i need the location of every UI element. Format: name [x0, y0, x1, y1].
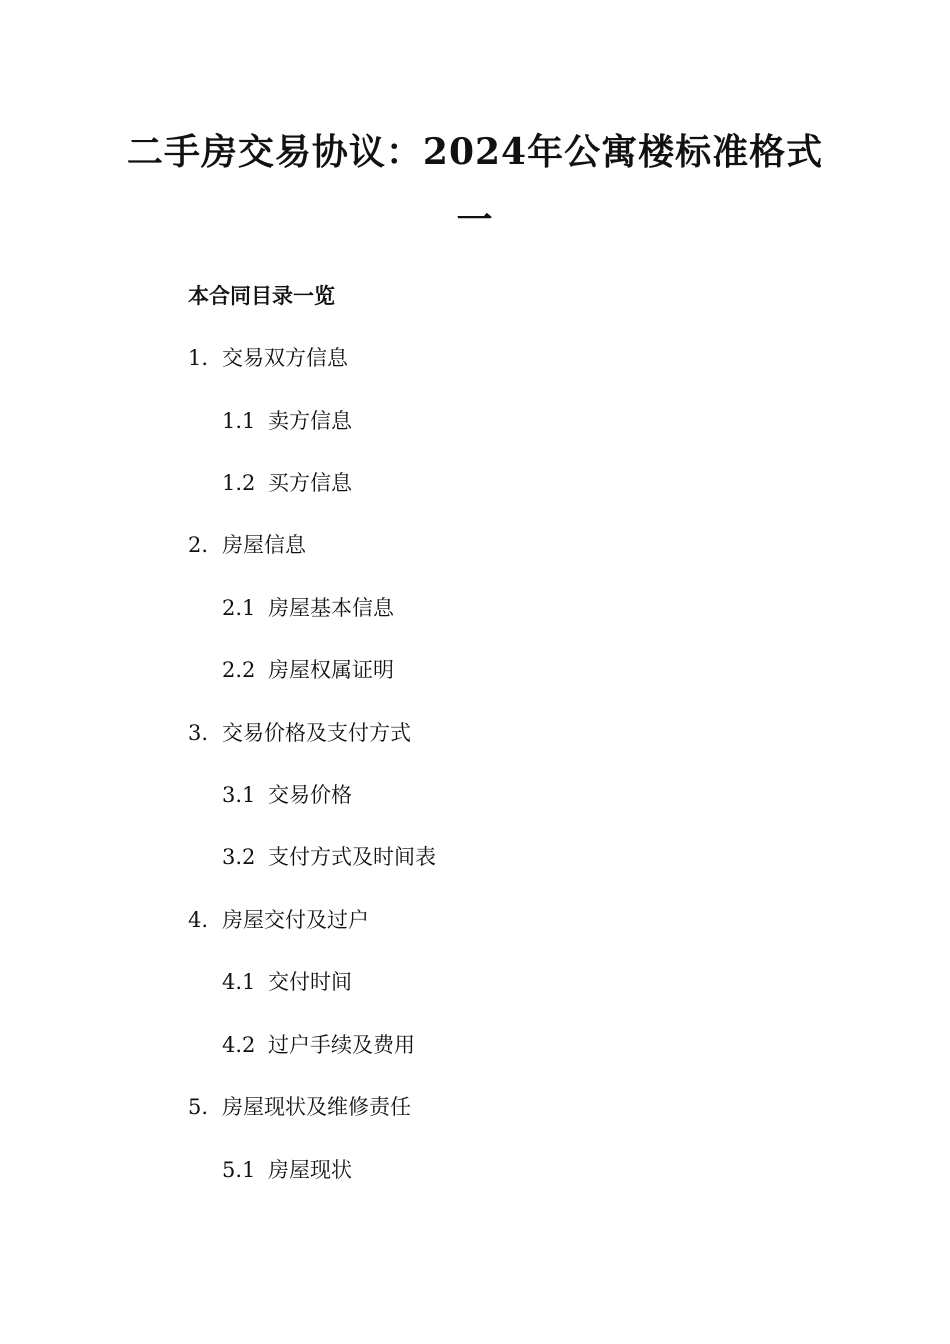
toc-text: 卖方信息: [268, 409, 352, 433]
toc-text: 交付时间: [268, 970, 352, 994]
toc-number: 1.: [188, 346, 209, 370]
toc-section-4: [188, 906, 369, 934]
toc-text: 交易双方信息: [222, 346, 348, 370]
toc-number: 2.2: [222, 658, 256, 682]
toc-text: 交易价格及支付方式: [222, 721, 411, 745]
toc-subsection-2-2: [222, 656, 394, 684]
toc-subsection-1-1: [222, 407, 352, 435]
toc-number: 4.2: [222, 1033, 256, 1057]
toc-text: 过户手续及费用: [268, 1033, 415, 1057]
toc-section-5: [188, 1093, 411, 1121]
toc-subsection-5-1: [222, 1156, 352, 1184]
toc-text: 房屋基本信息: [268, 596, 394, 620]
toc-subsection-3-1: [222, 781, 352, 809]
toc-number: 3.2: [222, 845, 256, 869]
document-title: 二手房交易协议：2024年公寓楼标准格式: [126, 131, 824, 173]
toc-number: 2.: [188, 533, 209, 557]
toc-text: 房屋现状及维修责任: [222, 1095, 411, 1119]
toc-number: 5.1: [222, 1158, 256, 1182]
toc-number: 4.: [188, 908, 209, 932]
toc-number: 2.1: [222, 596, 256, 620]
toc-subsection-4-2: [222, 1031, 415, 1059]
toc-text: 房屋现状: [268, 1158, 352, 1182]
toc-subsection-1-2: [222, 469, 352, 497]
toc-number: 4.1: [222, 970, 256, 994]
toc-number: 3.: [188, 721, 209, 745]
toc-section-2: [188, 531, 306, 559]
toc-text: 房屋信息: [222, 533, 306, 557]
document-title-continuation: 一: [456, 199, 494, 241]
toc-subsection-4-1: [222, 968, 352, 996]
toc-heading: 本合同目录一览: [188, 283, 335, 308]
toc-subsection-3-2: [222, 843, 436, 871]
toc-text: 房屋权属证明: [268, 658, 394, 682]
toc-text: 交易价格: [268, 783, 352, 807]
toc-section-1: [188, 344, 348, 372]
toc-number: 1.2: [222, 471, 256, 495]
toc-text: 买方信息: [268, 471, 352, 495]
toc-text: 支付方式及时间表: [268, 845, 436, 869]
toc-section-3: [188, 719, 411, 747]
toc-number: 3.1: [222, 783, 256, 807]
toc-number: 1.1: [222, 409, 256, 433]
toc-subsection-2-1: [222, 594, 394, 622]
toc-number: 5.: [188, 1095, 209, 1119]
toc-text: 房屋交付及过户: [222, 908, 369, 932]
